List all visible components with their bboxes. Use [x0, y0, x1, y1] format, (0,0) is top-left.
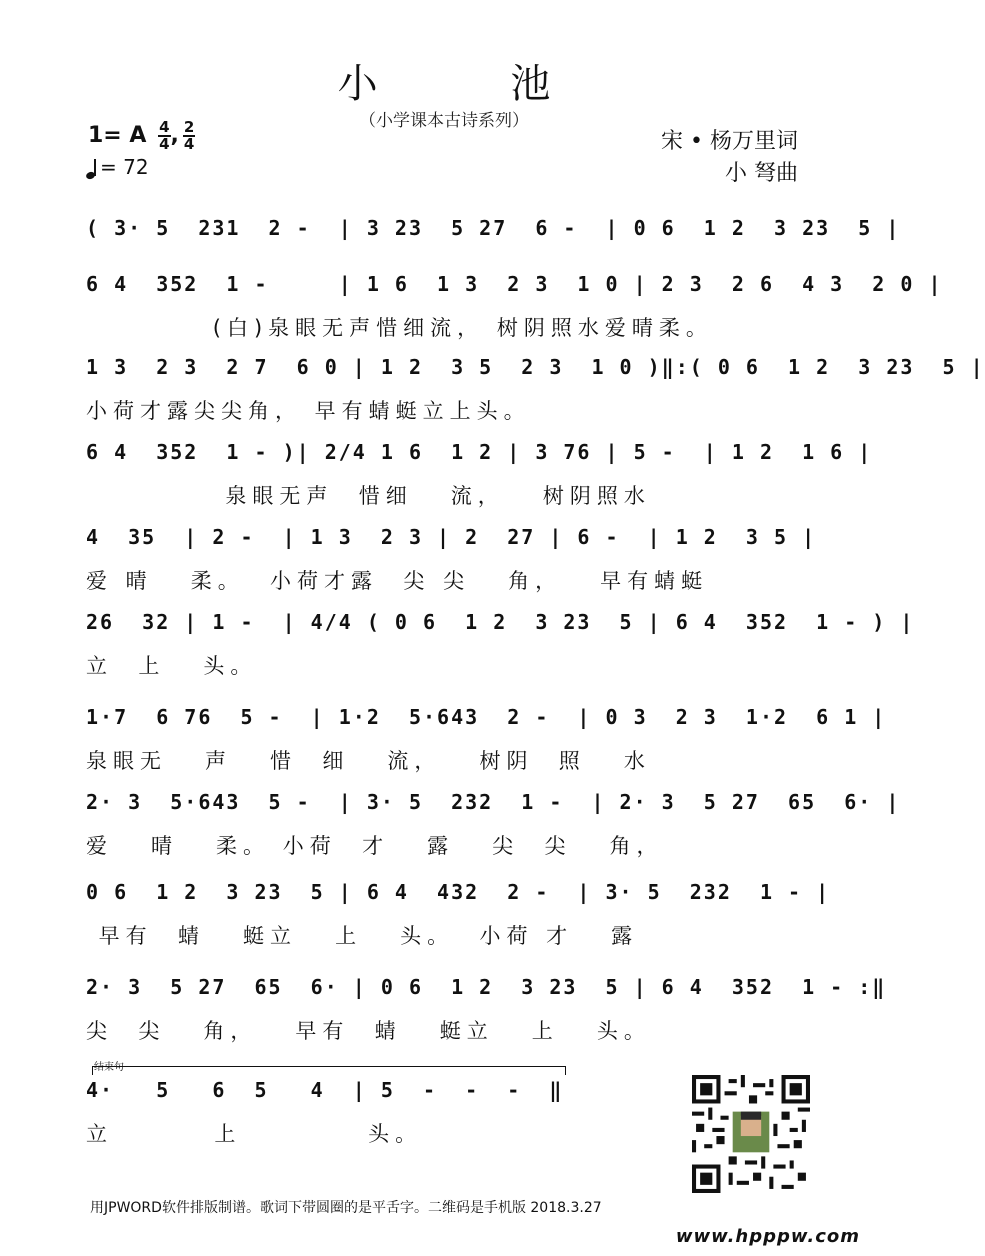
page-title: 小 池	[337, 61, 611, 107]
notation-line: 0 6 1 2 3 23 5 | 6 4 432 2 - | 3· 5 232 1 - |	[86, 880, 831, 904]
lyrics-line: 早有 蜻 蜓立 上 头。 小荷 才 露	[86, 924, 639, 948]
lyrics-line: 立 上 头。	[86, 1122, 423, 1146]
notation-line: ( 3· 5 231 2 - | 3 23 5 27 6 - | 0 6 1 2 3 23 5 |	[86, 216, 901, 240]
notation-line: 2· 3 5·643 5 - | 3· 5 232 1 - | 2· 3 5 27 65 6· |	[86, 790, 901, 814]
subtitle: （小学课本古诗系列）	[359, 111, 529, 131]
lyrics-line: 泉眼无 声 惜 细 流， 树阴 照 水	[86, 749, 651, 773]
lyrics-line: 小荷才露尖尖角， 早有蜻蜓立上头。	[86, 399, 531, 423]
ending-bracket	[92, 1066, 566, 1075]
lyrics-line: 泉眼无声 惜细 流， 树阴照水	[86, 484, 651, 508]
key-label: 1= A	[88, 123, 147, 148]
lyricist-credit: 宋 • 杨万里词	[661, 129, 798, 154]
notation-line: 6 4 352 1 - )| 2/4 1 6 1 2 | 3 76 | 5 - | 1 2 1 6 |	[86, 440, 873, 464]
composer-credit: 小 弩曲	[725, 161, 798, 186]
lyrics-line: 爱 晴 柔。 小荷 才 露 尖 尖 角，	[86, 834, 664, 858]
time-signature-4-4: $\frac{4}{4}$	[159, 118, 170, 153]
site-watermark: www.hpppw.com	[675, 1226, 860, 1247]
notation-line: 6 4 352 1 - | 1 6 1 3 2 3 1 0 | 2 3 2 6 4 3 2 0 |	[86, 272, 943, 296]
lyrics-line: (白)泉眼无声惜细流， 树阴照水爱晴柔。	[86, 316, 713, 340]
notation-line: 2· 3 5 27 65 6· | 0 6 1 2 3 23 5 | 6 4 352 1 - :‖	[86, 975, 887, 999]
key-signature: 1= A $\frac{4}{4}$, $\frac{2}{4}$	[88, 118, 195, 153]
notation-line: 26 32 | 1 - | 4/4 ( 0 6 1 2 3 23 5 | 6 4 352 1 - ) |	[86, 610, 915, 634]
notation-line: 1·7 6 76 5 - | 1·2 5·643 2 - | 0 3 2 3 1·2 6 1 |	[86, 705, 887, 729]
tempo-marking	[86, 155, 149, 179]
qr-code-icon	[692, 1075, 810, 1193]
lyrics-line: 立 上 头。	[86, 654, 258, 678]
ending-label: 结束句	[94, 1062, 124, 1073]
tempo-value: = 72	[100, 155, 149, 179]
lyrics-line: 尖 尖 角， 早有 蜻 蜓立 上 头。	[86, 1019, 651, 1043]
footer-note: 用JPWORD软件排版制谱。歌词下带圆圈的是平舌字。二维码是手机版 2018.3.27	[90, 1200, 602, 1216]
notation-line: 1 3 2 3 2 7 6 0 | 1 2 3 5 2 3 1 0 )‖:( 0 6 1 2 3 23 5 |	[86, 355, 985, 379]
notation-line: 4 35 | 2 - | 1 3 2 3 | 2 27 | 6 - | 1 2 3 5 |	[86, 525, 817, 549]
notation-line: 4· 5 6 5 4 | 5 - - - ‖	[86, 1078, 564, 1102]
time-signature-2-4: $\frac{2}{4}$	[183, 118, 195, 153]
lyrics-line: 爱 晴 柔。 小荷才露 尖 尖 角， 早有蜻蜓	[86, 569, 709, 593]
quarter-note-icon	[86, 159, 98, 179]
